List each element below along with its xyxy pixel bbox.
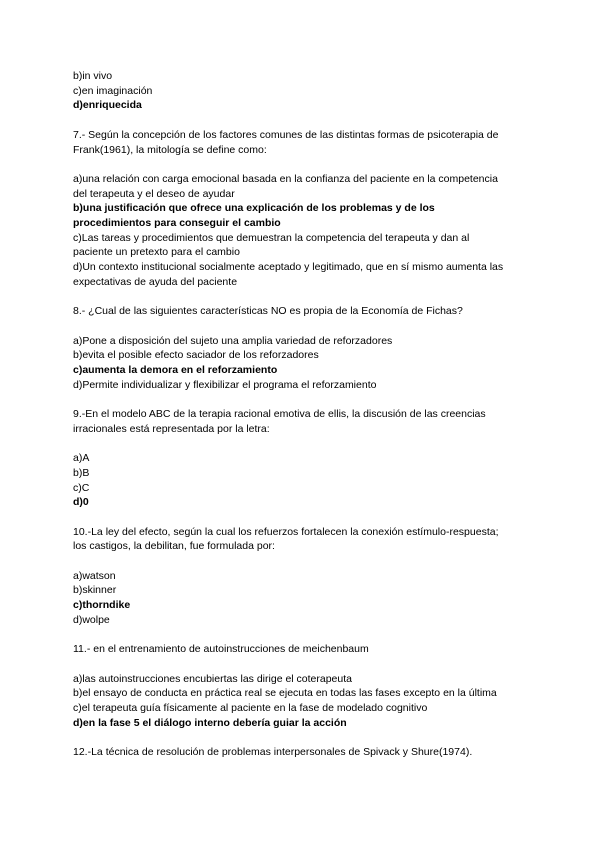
q6-options bbox=[73, 69, 533, 113]
q8-question-line: 8.- ¿Cual de las siguientes características NO es propia de la Economía de Fichas? bbox=[73, 305, 463, 318]
question-12 bbox=[73, 745, 533, 760]
q7-option-b-answer-cont: procedimientos para conseguir el cambio bbox=[73, 217, 281, 229]
q10-option-a: a)watson bbox=[73, 569, 116, 582]
spacer bbox=[73, 554, 533, 569]
spacer bbox=[73, 319, 533, 334]
q7-question-line: 7.- Según la concepción de los factores comunes de las distintas formas de psicoterapia de bbox=[73, 128, 499, 141]
q8-option-d: d)Permite individualizar y flexibilizar el programa el reforzamiento bbox=[73, 378, 377, 391]
q8-option-a: a)Pone a disposición del sujeto una amplia variedad de reforzadores bbox=[73, 334, 393, 347]
q10-option-b: b)skinner bbox=[73, 584, 117, 597]
spacer bbox=[73, 628, 533, 643]
q9-option-c: c)C bbox=[73, 481, 90, 494]
question-8 bbox=[73, 304, 533, 392]
q9-option-b: b)B bbox=[73, 466, 90, 479]
q9-option-d-answer: d)0 bbox=[73, 496, 89, 509]
spacer bbox=[73, 157, 533, 172]
q11-option-d-answer: d)en la fase 5 el diálogo interno debería guiar la acción bbox=[73, 716, 347, 729]
question-9 bbox=[73, 407, 533, 510]
question-11 bbox=[73, 642, 533, 730]
spacer bbox=[73, 510, 533, 525]
question-7 bbox=[73, 128, 533, 290]
q10-question-line: 10.-La ley del efecto, según la cual los refuerzos fortalecen la conexión estímulo-respuesta; bbox=[73, 525, 499, 538]
q11-option-c: c)el terapeuta guía físicamente al paciente en la fase de modelado cognitivo bbox=[73, 702, 428, 715]
q7-option-d-cont: expectativas de ayuda del paciente bbox=[73, 275, 238, 288]
spacer bbox=[73, 392, 533, 407]
question-10 bbox=[73, 525, 533, 628]
q7-option-b-answer: b)una justificación que ofrece una explicación de los problemas y de los bbox=[73, 202, 435, 215]
q11-question-line: 11.- en el entrenamiento de autoinstrucciones de meichenbaum bbox=[73, 643, 369, 656]
q10-option-c-answer: c)thorndike bbox=[73, 599, 131, 612]
q10-option-d: d)wolpe bbox=[73, 613, 110, 626]
q10-question-line: los castigos, la debilitan, fue formulada por: bbox=[73, 540, 275, 553]
spacer bbox=[73, 437, 533, 452]
q6-option-c: c)en imaginación bbox=[73, 84, 153, 97]
q7-option-c: c)Las tareas y procedimientos que demuestran la competencia del terapeuta y dan al bbox=[73, 231, 470, 244]
q7-option-a: a)una relación con carga emocional basada en la confianza del paciente en la competencia bbox=[73, 172, 498, 185]
q9-question-line: 9.-En el modelo ABC de la terapia racional emotiva de ellis, la discusión de las creencias bbox=[73, 408, 486, 421]
q7-option-c-cont: paciente un pretexto para el cambio bbox=[73, 246, 240, 259]
q9-question-line: irracionales está representada por la letra: bbox=[73, 422, 270, 435]
q8-option-c-answer: c)aumenta la demora en el reforzamiento bbox=[73, 364, 278, 376]
page-content bbox=[73, 69, 533, 760]
q7-option-d: d)Un contexto institucional socialmente aceptado y legitimado, que en sí mismo aumenta las bbox=[73, 261, 504, 274]
q6-option-b: b)in vivo bbox=[73, 70, 113, 82]
q8-option-b: b)evita el posible efecto saciador de los reforzadores bbox=[73, 349, 319, 362]
spacer bbox=[73, 730, 533, 745]
q7-question-line: Frank(1961), la mitología se define como: bbox=[73, 143, 267, 156]
spacer bbox=[73, 290, 533, 305]
spacer bbox=[73, 113, 533, 128]
q9-option-a: a)A bbox=[73, 452, 90, 465]
q6-option-d-answer: d)enriquecida bbox=[73, 99, 142, 112]
q11-option-a: a)las autoinstrucciones encubiertas las dirige el coterapeuta bbox=[73, 672, 352, 685]
q11-option-b: b)el ensayo de conducta en práctica real se ejecuta en todas las fases excepto en la última bbox=[73, 687, 497, 700]
q12-question-line: 12.-La técnica de resolución de problemas interpersonales de Spivack y Shure(1974). bbox=[73, 746, 473, 759]
q7-option-a-cont: del terapeuta y el deseo de ayudar bbox=[73, 187, 235, 200]
spacer bbox=[73, 657, 533, 672]
